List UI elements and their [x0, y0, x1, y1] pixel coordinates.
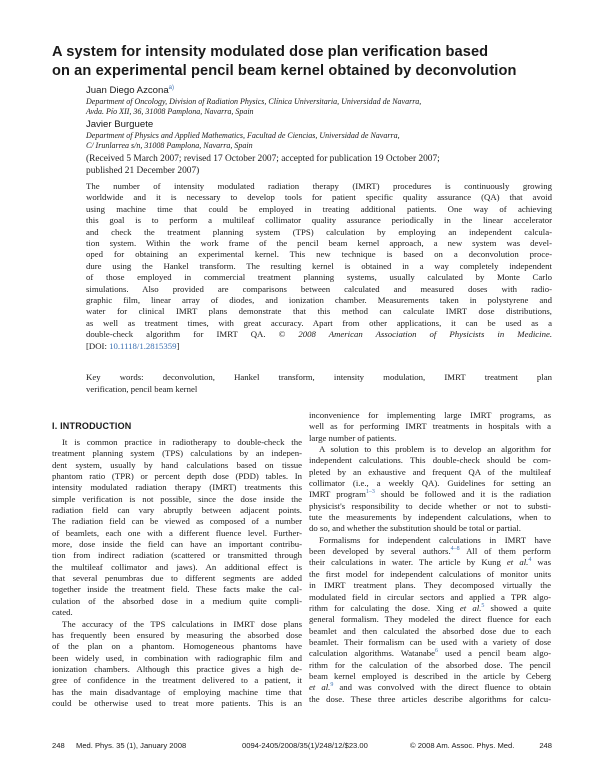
body-text-line — [309, 455, 551, 466]
body-text-line — [309, 501, 551, 512]
keywords-line-1: Key words: deconvolution, Hankel transform, intensity modulation, IMRT treatment plan — [86, 372, 552, 382]
reference-link[interactable]: 5 — [481, 602, 485, 609]
line-text: their calculations in water. The article by Kung — [309, 557, 507, 568]
body-text-line — [309, 626, 551, 637]
line-text: rithm for the calculation of the absorbed dose. The pencil — [309, 659, 551, 670]
line-text: pleted by an exhaustive and frequent QA of the multileaf — [309, 466, 551, 477]
author-1-footnote-link[interactable]: a) — [168, 84, 175, 91]
body-text-line — [309, 433, 551, 444]
line-text: collimator (i.e., a weekly QA). Guidelines for setting an — [309, 478, 551, 489]
line-text: Formalisms for independent calculations in IMRT have — [319, 534, 551, 545]
received-line-2: published 21 December 2007) — [86, 165, 200, 176]
line-text: has the main disadvantage of employing machine time that — [52, 686, 302, 697]
line-text-rest: showed a quite — [484, 602, 551, 613]
body-text-line — [309, 648, 551, 659]
line-text: rithm for calculating the dose. Xing — [309, 602, 460, 613]
abstract — [86, 181, 552, 352]
line-text: the first model for independent calculations of monitor units — [309, 568, 551, 579]
line-text-rest: and was convolved with the direct fluence to obtain — [333, 682, 552, 693]
body-text-line — [52, 516, 302, 527]
body-text-line — [309, 694, 551, 705]
body-text-line — [52, 675, 302, 686]
line-text: tion from indirect radiation (scattered or transmitted through — [52, 550, 302, 561]
body-text-line — [52, 471, 302, 482]
body-text-line — [52, 573, 302, 584]
left-column — [52, 437, 302, 709]
footer-code: 0094-2405/2008/35(1)/248/12/$23.00 — [242, 741, 368, 750]
line-text-rest: All of them perform — [459, 546, 551, 557]
abstract-line-14 — [86, 329, 552, 340]
received-dates — [86, 154, 536, 177]
body-text-line — [309, 580, 551, 591]
title-line-2: on an experimental pencil beam kernel obtained by deconvolution — [52, 63, 517, 79]
line-text: calculation algorithms. Watanabe — [309, 648, 436, 659]
body-text-line — [52, 619, 302, 630]
line-emphasis: et al. — [309, 682, 331, 693]
body-text-line — [52, 664, 302, 675]
line-text: phantom ratio (TPR) or percent depth dose (PDD) tables. In — [52, 471, 302, 482]
body-text-line — [52, 448, 302, 459]
affiliation-2-line-1: Department of Physics and Applied Mathematics, Facultad de Ciencias, Universidad de Navarra, — [86, 131, 400, 140]
reference-link[interactable]: 6 — [435, 648, 439, 655]
body-text-line — [309, 523, 551, 534]
author-1 — [86, 85, 174, 96]
body-text-line — [309, 682, 551, 693]
paper-title — [52, 43, 552, 81]
line-text: intensity modulated radiation therapy (IMRT) treatments this — [52, 482, 302, 493]
abstract-line: as well as treatment times, with great accuracy. Apart from other applications, it can be used as a — [86, 317, 552, 328]
line-text: beamlet and then calculated the absorbed dose due to each — [309, 625, 551, 636]
abstract-line: dure using the Hankel transform. The resulting kernel is obtained in a way completely independent — [86, 260, 552, 271]
line-text: tute the measurements by independent calculations, when to — [309, 512, 551, 523]
body-text-line — [52, 482, 302, 493]
body-text-line — [309, 637, 551, 648]
line-text: radiation field can vary abruptly between adjacent points. — [52, 505, 302, 516]
line-text: been widely used, in combination with radiographic film and — [52, 652, 302, 663]
reference-link[interactable]: 1–3 — [365, 489, 375, 496]
abstract-line: worldwide and it is necessary to develop tools for patient specific quality assurance (QA) that avoid — [86, 192, 552, 203]
abstract-line: water for clinical IMRT plans demonstrate that this method can calculate IMRT dose distributions, — [86, 306, 552, 317]
reference-link[interactable]: 4–8 — [450, 546, 460, 553]
title-line-1: A system for intensity modulated dose plan verification based — [52, 44, 489, 60]
affiliation-2 — [86, 131, 506, 151]
line-emphasis: et al. — [459, 602, 482, 613]
body-text-line — [309, 557, 551, 568]
abstract-line: this goal is to perform a multileaf collimator quality assurance periodically in the linear accelerator — [86, 215, 552, 226]
line-text: simple verification is not possible, since the dose inside the — [52, 493, 302, 504]
line-text: ionization chambers. Although this practice gives a high de- — [52, 663, 302, 674]
body-text-line — [52, 505, 302, 516]
body-text-line — [52, 494, 302, 505]
footer-copyright: © 2008 Am. Assoc. Phys. Med. — [410, 741, 515, 750]
abstract-line: and check the treatment planning system (TPS) calculation by employing an independent calcula- — [86, 226, 552, 237]
body-text-line — [309, 671, 551, 682]
line-text: together inside the treatment field. These facts make the cal- — [52, 584, 302, 595]
doi-link[interactable]: 10.1118/1.2815359 — [109, 340, 177, 351]
body-text-line — [309, 410, 551, 421]
doi-prefix: [DOI: — [86, 340, 110, 351]
abstract-line: The number of intensity modulated radiation therapy (IMRT) procedures is continuously growing — [86, 181, 552, 191]
received-line-1: (Received 5 March 2007; revised 17 October 2007; accepted for publication 19 October 2007; — [86, 154, 440, 164]
abstract-lines — [86, 181, 552, 329]
body-text-line — [52, 687, 302, 698]
body-text-line — [52, 641, 302, 652]
line-text: dent system, usually by hand calculations based on tissue — [52, 459, 302, 470]
line-text: beam kernel employed is described in the article by Ceberg — [309, 670, 551, 681]
line-text: inconvenience for implementing large IMRT programs, as — [309, 410, 551, 420]
abstract-line-14-text: double-check algorithm for IMRT QA. — [86, 329, 266, 340]
body-text-line — [52, 460, 302, 471]
body-text-line — [52, 596, 302, 607]
body-text-line — [52, 653, 302, 664]
body-text-line — [52, 528, 302, 539]
affiliation-1 — [86, 97, 506, 117]
footer-page-left: 248 — [52, 741, 65, 750]
line-text-rest: should be followed and it is the radiation — [374, 489, 551, 500]
reference-link[interactable]: 4 — [528, 557, 532, 564]
line-text-rest: was — [531, 557, 552, 568]
line-text: that several penumbras due to different segments are added — [52, 573, 302, 584]
body-text-line — [309, 603, 551, 614]
line-emphasis: et al. — [506, 557, 529, 568]
line-text: has frequently been ensured by measuring the absorbed dose — [52, 629, 302, 640]
abstract-line: oped for obtaining an experimental kernel. This new technique is based on a deconvolution proce- — [86, 249, 552, 260]
line-text: A solution to this problem is to develop an algorithm for — [319, 444, 551, 455]
body-text-line — [52, 550, 302, 561]
line-text: the multileaf collimator and jaws). An additional effect is — [52, 561, 302, 572]
body-text-line — [52, 584, 302, 595]
line-text-rest: used a pencil beam algo- — [438, 648, 551, 659]
line-text: independent calculations. This double-check should be com- — [309, 455, 551, 466]
line-text: the dose. These three articles describe algorithms for calcu- — [309, 693, 551, 704]
footer-journal: Med. Phys. 35 (1), January 2008 — [76, 741, 187, 750]
line-text: cated. — [52, 607, 73, 618]
line-text: beamlet. Their formalism can be used with a variety of dose — [309, 636, 551, 647]
author-2-name: Javier Burguete — [86, 119, 154, 130]
line-text: treatment planning system (TPS) calculations by an indepen- — [52, 448, 302, 459]
abstract-copyright: © 2008 American Association of Physicists in Medicine. — [278, 329, 553, 340]
right-column — [309, 410, 551, 705]
affiliation-1-line-1: Department of Oncology, Division of Radiation Physics, Clínica Universitaria, Universidad de Navarra, — [86, 97, 422, 106]
line-text: could be otherwise used to treat more patients. This is an — [52, 697, 302, 708]
keywords-line-2: verification, pencil beam kernel — [86, 383, 198, 394]
line-text: physicist's responsibility to decide whether or not to substi- — [309, 500, 551, 511]
body-text-line — [309, 489, 551, 500]
line-text: well as for performing IMRT treatments in hospitals with a — [309, 421, 551, 432]
abstract-doi-line — [86, 341, 552, 352]
body-text-line — [309, 569, 551, 580]
line-text: do so, and whether the substitution should be total or partial. — [309, 523, 521, 534]
body-text-line — [52, 607, 302, 618]
abstract-line: tion system. Within the work frame of the pencil beam kernel approach, a new system was devel- — [86, 238, 552, 249]
line-text: modulated field in circular sectors and applied a TPR algo- — [309, 591, 551, 602]
abstract-line: simulations. Also provided are comparisons between calculated and measured doses with radio- — [86, 283, 552, 294]
line-text: of beamlets, each one with a different fluence level. Further- — [52, 527, 302, 538]
body-text-line — [52, 437, 302, 448]
affiliation-2-line-2: C/ Irunlarrea s/n, 31008 Pamplona, Navarra, Spain — [86, 141, 253, 150]
line-text: It is common practice in radiotherapy to double-check the — [62, 437, 302, 447]
author-2 — [86, 119, 153, 130]
body-text-line — [309, 535, 551, 546]
body-text-line — [309, 512, 551, 523]
body-text-line — [309, 467, 551, 478]
body-text-line — [52, 630, 302, 641]
line-text: The radiation field can be viewed as composed of a number — [52, 516, 302, 527]
footer-page-right: 248 — [539, 741, 552, 750]
body-text-line — [309, 478, 551, 489]
body-text-line — [309, 614, 551, 625]
line-text: IMRT program — [309, 489, 366, 500]
line-text: The accuracy of the TPS calculations in IMRT dose plans — [62, 618, 302, 629]
line-text: in IMRT treatment plans. They decomposed virtually the — [309, 580, 551, 591]
reference-link[interactable]: 9 — [330, 682, 334, 689]
doi-suffix: ] — [176, 340, 180, 351]
body-text-line — [52, 698, 302, 709]
body-text-line — [309, 421, 551, 432]
line-text: more, dose inside the field can have an important contribu- — [52, 539, 302, 550]
line-text: large number of patients. — [309, 432, 397, 443]
body-text-line — [309, 444, 551, 455]
keywords — [86, 372, 552, 395]
body-text-line — [52, 562, 302, 573]
abstract-line: graphic film, linear array of diodes, and ionization chamber. Measurements taken in polystyrene and — [86, 295, 552, 306]
line-text: culation of the absorbed dose in a medium quite compli- — [52, 595, 302, 606]
line-text: been developed by several authors. — [309, 546, 451, 557]
author-1-name: Juan Diego Azcona — [86, 85, 169, 96]
body-text-line — [309, 592, 551, 603]
affiliation-1-line-2: Avda. Pío XII, 36, 31008 Pamplona, Navarra, Spain — [86, 107, 254, 116]
page-footer — [52, 741, 552, 755]
abstract-line: using machine time that could be employed in treating additional patients. One way of achieving — [86, 203, 552, 214]
body-text-line — [309, 660, 551, 671]
body-text-line — [52, 539, 302, 550]
body-text-line — [309, 546, 551, 557]
section-heading-introduction: I. INTRODUCTION — [52, 421, 132, 431]
line-text: of the plan on a phantom. Homogeneous phantoms have — [52, 641, 302, 652]
line-text: gree of confidence in the treatment delivered to a patient, it — [52, 675, 302, 686]
abstract-line: of those employed in commercial treatment planning systems, usually calculated by Monte Carlo — [86, 272, 552, 283]
line-text: general formalism. They modeled the direct fluence for each — [309, 614, 551, 625]
